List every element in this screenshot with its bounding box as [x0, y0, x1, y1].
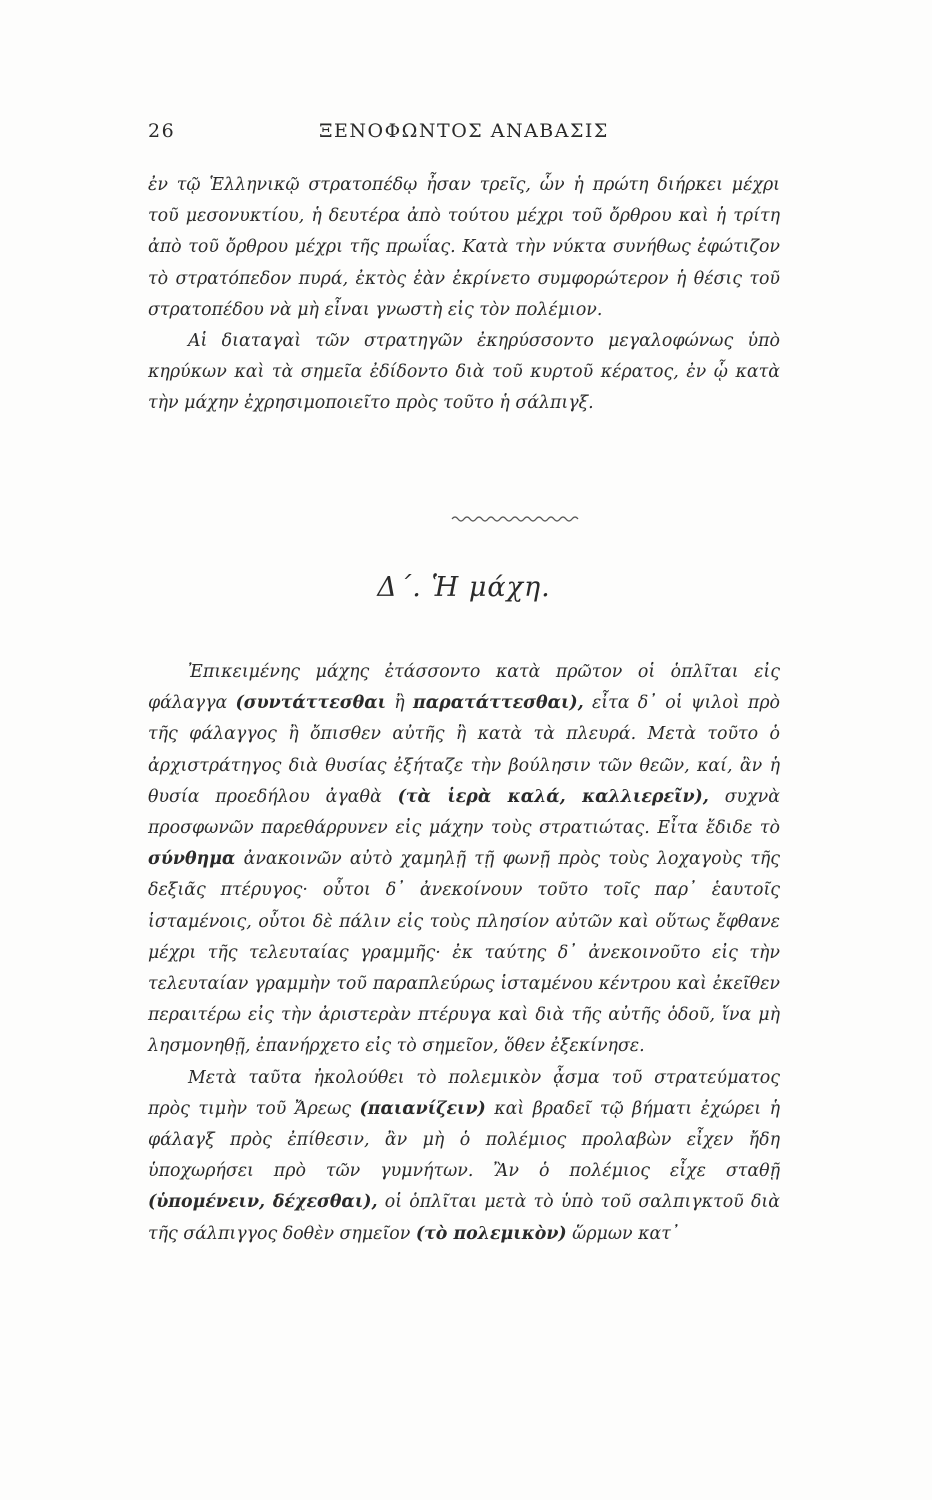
intro-text: [148, 170, 780, 420]
bold-term: (τὰ ἱερὰ καλά, καλλιερεῖν),: [397, 786, 709, 807]
section-heading: Δ΄. Ἡ μάχη.: [377, 572, 551, 603]
bold-term: παρατάττεσθαι),: [413, 693, 584, 714]
intro-paragraph-1: ἐν τῷ Ἑλληνικῷ στρατοπέδῳ ἦσαν τρεῖς, ὧν ἡ πρώτη διήρκει μέχρι τοῦ μεσονυκτίου, ἡ δευτέρα ἀπὸ τούτου μέχρι τοῦ ὄρθρου καὶ ἡ τρίτη ἀπὸ τοῦ ὄρθρου μέχρι τῆς πρωΐας. Κατὰ τὴν νύκτα συνήθως ἐφώτιζον τὸ στρατόπεδον πυρά, ἐκτὸς ἐὰν ἐκρίνετο συμφορώτερον ἡ θέσις τοῦ στρατοπέδου νὰ μὴ εἶναι γνωστὴ εἰς τὸν πολέμιον.: [148, 175, 780, 320]
text-run: συχνὰ προσφωνῶν παρεθάρρυνεν εἰς μάχην τοὺς στρατιώτας. Εἶτα ἔδιδε τὸ: [148, 786, 780, 839]
main-text: [148, 657, 780, 1250]
text-run: εἶτα δ᾿ οἱ ψιλοὶ πρὸ τῆς φάλαγγος ἢ ὄπισθεν αὐτῆς ἢ κατὰ τὰ πλευρά. Μετὰ τοῦτο ὁ ἀρχιστράτηγος διὰ θυσίας ἐξήταζε τὴν βούλησιν τῶν θεῶν, καί, ἂν ἡ θυσία προεδήλου ἀγαθὰ: [148, 693, 781, 807]
wavy-divider-ornament: [450, 512, 584, 526]
text-run: καὶ βραδεῖ τῷ βήματι ἐχώρει ἡ φάλαγξ πρὸς ἐπίθεσιν, ἂν μὴ ὁ πολέμιος προλαβὼν εἶχεν ἤδη ὑποχωρήσει πρὸ τῶν γυμνήτων. Ἂν ὁ πολέμιος εἶχε σταθῇ: [148, 1098, 780, 1182]
text-run: ἢ: [386, 693, 414, 714]
text-run: οἱ ὁπλῖται μετὰ τὸ ὑπὸ τοῦ σαλπιγκτοῦ διὰ τῆς σάλπιγγος δοθὲν σημεῖον: [148, 1192, 780, 1244]
page-number: 26: [148, 120, 176, 142]
text-run: ὥρμων κατ᾿: [566, 1223, 680, 1244]
text-run: ἀνακοινῶν αὐτὸ χαμηλῇ τῇ φωνῇ πρὸς τοὺς λοχαγοὺς τῆς δεξιᾶς πτέρυγος· οὗτοι δ᾿ ἀνεκοίνουν τοῦτο τοῖς παρ᾿ ἑαυτοῖς ἱσταμένοις, οὗτοι δὲ πάλιν εἰς τοὺς πλησίον αὐτῶν καὶ οὕτως ἔφθανε μέχρι τῆς τελευταίας γραμμῆς· ἐκ ταύτης δ᾿ ἀνεκοινοῦτο εἰς τὴν τελευταίαν γραμμὴν τοῦ παραπλεύρως ἱσταμένου κέντρου καὶ ἐκεῖθεν περαιτέρω εἰς τὴν ἀριστερὰν πτέρυγα καὶ διὰ τῆς αὐτῆς ὁδοῦ, ἵνα μὴ λησμονηθῇ, ἐπανήρχετο εἰς τὸ σημεῖον, ὅθεν ἐξεκίνησε.: [148, 849, 780, 1057]
bold-term: σύνθημα: [148, 849, 236, 870]
bold-term: (συντάττεσθαι: [235, 693, 386, 714]
page-header: [148, 120, 780, 150]
running-title: ΞΕΝΟΦΩΝΤΟΣ ΑΝΑΒΑΣΙΣ: [319, 120, 609, 142]
body-paragraph-2: [148, 1063, 780, 1250]
body-paragraph-1: [148, 657, 780, 1063]
bold-term: (τὸ πολεμικὸν): [415, 1223, 567, 1244]
text-run: Μετὰ ταῦτα ἠκολούθει τὸ πολεμικὸν ᾆσμα τοῦ στρατεύματος πρὸς τιμὴν τοῦ Ἄρεως: [148, 1067, 780, 1119]
intro-paragraph-2: Αἱ διαταγαὶ τῶν στρατηγῶν ἐκηρύσσοντο μεγαλοφώνως ὑπὸ κηρύκων καὶ τὰ σημεῖα ἐδίδοντο διὰ τοῦ κυρτοῦ κέρατος, ἐν ᾧ κατὰ τὴν μάχην ἐχρησιμοποιεῖτο πρὸς τοῦτο ἡ σάλπιγξ.: [148, 331, 780, 414]
text-run: Ἐπικειμένης μάχης ἐτάσσοντο κατὰ πρῶτον οἱ ὁπλῖται εἰς φάλαγγα: [148, 662, 780, 714]
bold-term: (ὑπομένειν, δέχεσθαι),: [148, 1192, 378, 1213]
bold-term: (παιανίζειν): [359, 1098, 486, 1119]
